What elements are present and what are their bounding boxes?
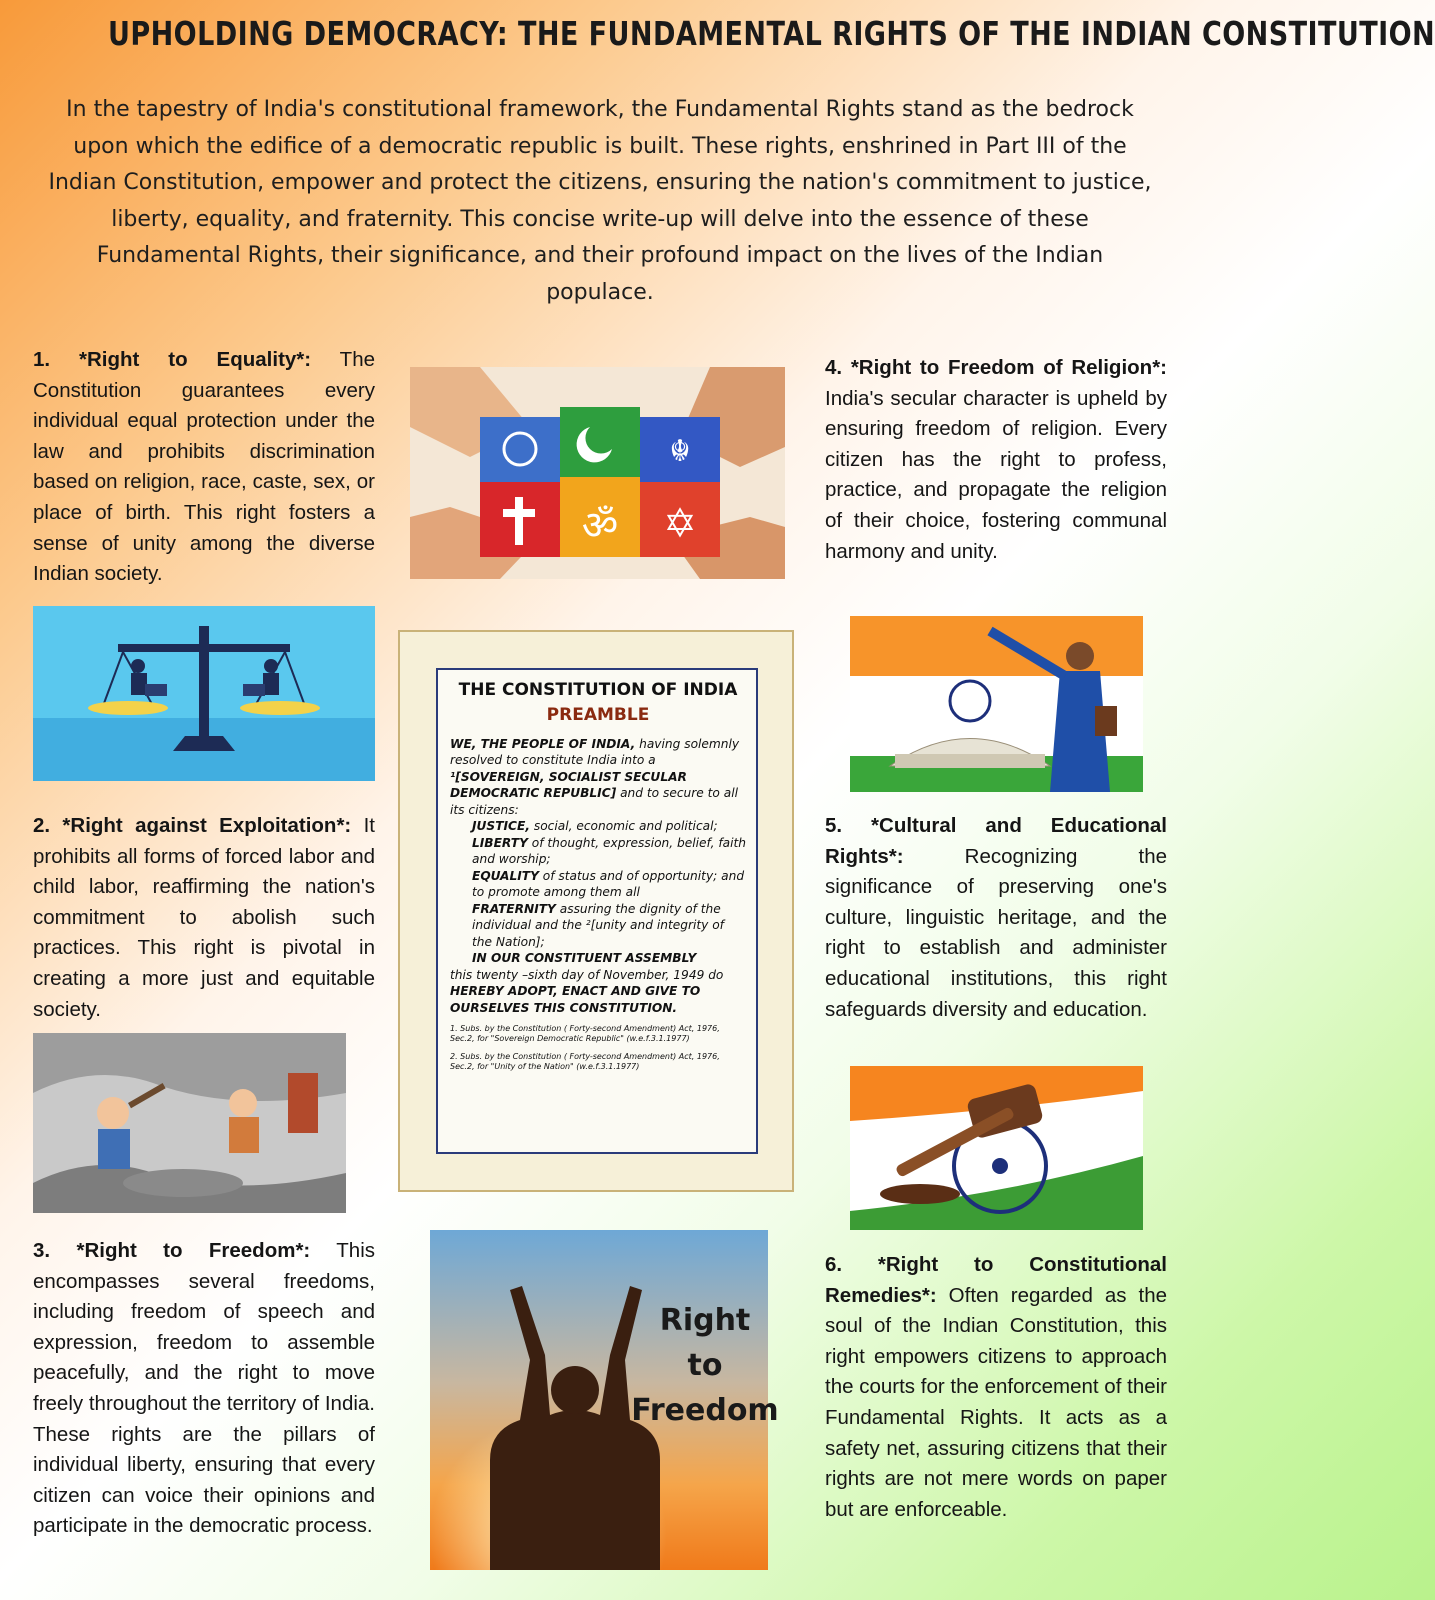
freedom-image-freedom: Freedom bbox=[631, 1393, 779, 1428]
preamble-assembly bbox=[450, 950, 746, 967]
preamble-equality bbox=[450, 868, 746, 901]
right-5-text bbox=[825, 811, 1167, 1025]
preamble-footnote-2: 2. Subs. by the Constitution ( Forty-second Amendment) Act, 1976, Sec.2, for "Unity of the Nation" (w.e.f.3.1.1977) bbox=[450, 1052, 720, 1071]
preamble-justice bbox=[450, 818, 746, 835]
religion-puzzle-image bbox=[410, 367, 785, 579]
preamble-equality-value: of status and of opportunity; and to promote among them all bbox=[472, 868, 745, 899]
right-1-heading: 1. *Right to Equality*: bbox=[33, 348, 312, 371]
preamble-justice-value: social, economic and political; bbox=[533, 819, 718, 833]
preamble-adopt bbox=[450, 983, 746, 1016]
preamble-fraternity bbox=[450, 901, 746, 951]
right-5-heading: 5. *Cultural and Educational Rights*: bbox=[825, 814, 1167, 868]
right-4-heading: 4. *Right to Freedom of Religion*: bbox=[825, 356, 1167, 379]
preamble-page bbox=[436, 668, 758, 1154]
preamble-sovereign: ¹[SOVEREIGN, SOCIALIST SECULAR DEMOCRATIC REPUBLIC] bbox=[450, 769, 687, 800]
preamble-liberty-key: LIBERTY bbox=[472, 835, 528, 850]
right-4-text bbox=[825, 353, 1167, 567]
preamble-document bbox=[398, 630, 794, 1192]
right-to-freedom-image bbox=[430, 1230, 779, 1570]
freedom-image-to: to bbox=[687, 1348, 723, 1383]
right-6-heading: 6. *Right to Constitutional Remedies*: bbox=[825, 1253, 1167, 1307]
parliament-image bbox=[850, 616, 1143, 792]
preamble-title: THE CONSTITUTION OF INDIA bbox=[458, 680, 738, 700]
right-3-heading: 3. *Right to Freedom*: bbox=[33, 1239, 311, 1262]
right-6-body: Often regarded as the soul of the Indian Constitution, this right empowers citizens to approach the courts for the enforcement of their Fundamental Rights. It acts as a safety net, assuring citizens that their rights are not mere words on paper but are enforceable. bbox=[825, 1283, 1167, 1521]
svg-text:✡: ✡ bbox=[663, 502, 697, 546]
svg-text:ॐ: ॐ bbox=[581, 504, 619, 548]
right-1-body: The Constitution guarantees every individual equal protection under the law and prohibits discrimination based on religion, race, caste, sex, or place of birth. This right fosters a sense of unity among the diverse Indian society. bbox=[33, 348, 375, 586]
right-3-body: This encompasses several freedoms, including freedom of speech and expression, freedom to assemble peacefully, and the right to move freely throughout the territory of India. These rights are the pillars of individual liberty, ensuring that every citizen can voice their opinions and participate in the democratic process. bbox=[33, 1239, 375, 1538]
preamble-justice-key: JUSTICE, bbox=[472, 819, 530, 833]
child-labour-image bbox=[33, 1033, 346, 1213]
preamble-liberty bbox=[450, 835, 746, 868]
preamble-fraternity-value: assuring the dignity of the individual and the ²[unity and integrity of the Nation]; bbox=[472, 901, 724, 949]
preamble-fraternity-key: FRATERNITY bbox=[472, 901, 556, 916]
right-2-heading: 2. *Right against Exploitation*: bbox=[33, 814, 352, 837]
right-5-body: Recognizing the significance of preserving one's culture, linguistic heritage, and the right to establish and administer educational institutions, this right safeguards diversity and education. bbox=[825, 844, 1168, 1021]
scales-of-equality-image bbox=[33, 606, 375, 781]
preamble-having: having solemnly resolved to constitute India into a bbox=[450, 736, 740, 767]
preamble-secure: and to secure to all its citizens: bbox=[450, 786, 738, 817]
preamble-assembly-text: IN OUR CONSTITUENT ASSEMBLY bbox=[472, 951, 697, 965]
right-4-body: India's secular character is upheld by ensuring freedom of religion. Every citizen has the right to profess, practice, and propagate the religion of their choice, fostering communal harmony and unity. bbox=[825, 386, 1167, 563]
right-6-text bbox=[825, 1250, 1167, 1525]
preamble-footnote-1: 1. Subs. by the Constitution ( Forty-second Amendment) Act, 1976, Sec.2, for "Sovereign Democratic Republic" (w.e.f.3.1.1977) bbox=[450, 1024, 720, 1043]
right-1-text bbox=[33, 345, 375, 590]
preamble-subtitle: PREAMBLE bbox=[546, 705, 650, 725]
right-2-body: It prohibits all forms of forced labor and child labor, reaffirming the nation's commitment to abolish such practices. This right is pivotal in creating a more just and equitable society. bbox=[33, 814, 375, 1021]
preamble-adopt-text: HEREBY ADOPT, ENACT AND GIVE TO OURSELVES THIS CONSTITUTION. bbox=[450, 984, 701, 1015]
preamble-opening bbox=[450, 736, 746, 819]
freedom-image-right: Right bbox=[659, 1303, 751, 1338]
intro-paragraph: In the tapestry of India's constitutional framework, the Fundamental Rights stand as the bedrock upon which the edifice of a democratic republic is built. These rights, enshrined in Part III of the Indian Constitution, empower and protect the citizens, ensuring the nation's commitment to justice, liberty, equality, and fraternity. This concise write-up will delve into the essence of these Fundamental Rights, their significance, and their profound impact on the lives of the Indian populace. bbox=[48, 97, 1152, 305]
preamble-liberty-value: of thought, expression, belief, faith and worship; bbox=[472, 835, 747, 866]
svg-text:☬: ☬ bbox=[669, 435, 691, 468]
page-title: UPHOLDING DEMOCRACY: THE FUNDAMENTAL RIGHTS OF THE INDIAN CONSTITUTION bbox=[108, 14, 1435, 53]
preamble-equality-key: EQUALITY bbox=[472, 868, 539, 883]
gavel-flag-image bbox=[850, 1066, 1143, 1230]
right-3-text bbox=[33, 1236, 375, 1542]
preamble-date: this twenty –sixth day of November, 1949 do bbox=[450, 967, 724, 982]
right-2-text bbox=[33, 811, 375, 1025]
preamble-we: WE, THE PEOPLE OF INDIA, bbox=[450, 736, 636, 751]
